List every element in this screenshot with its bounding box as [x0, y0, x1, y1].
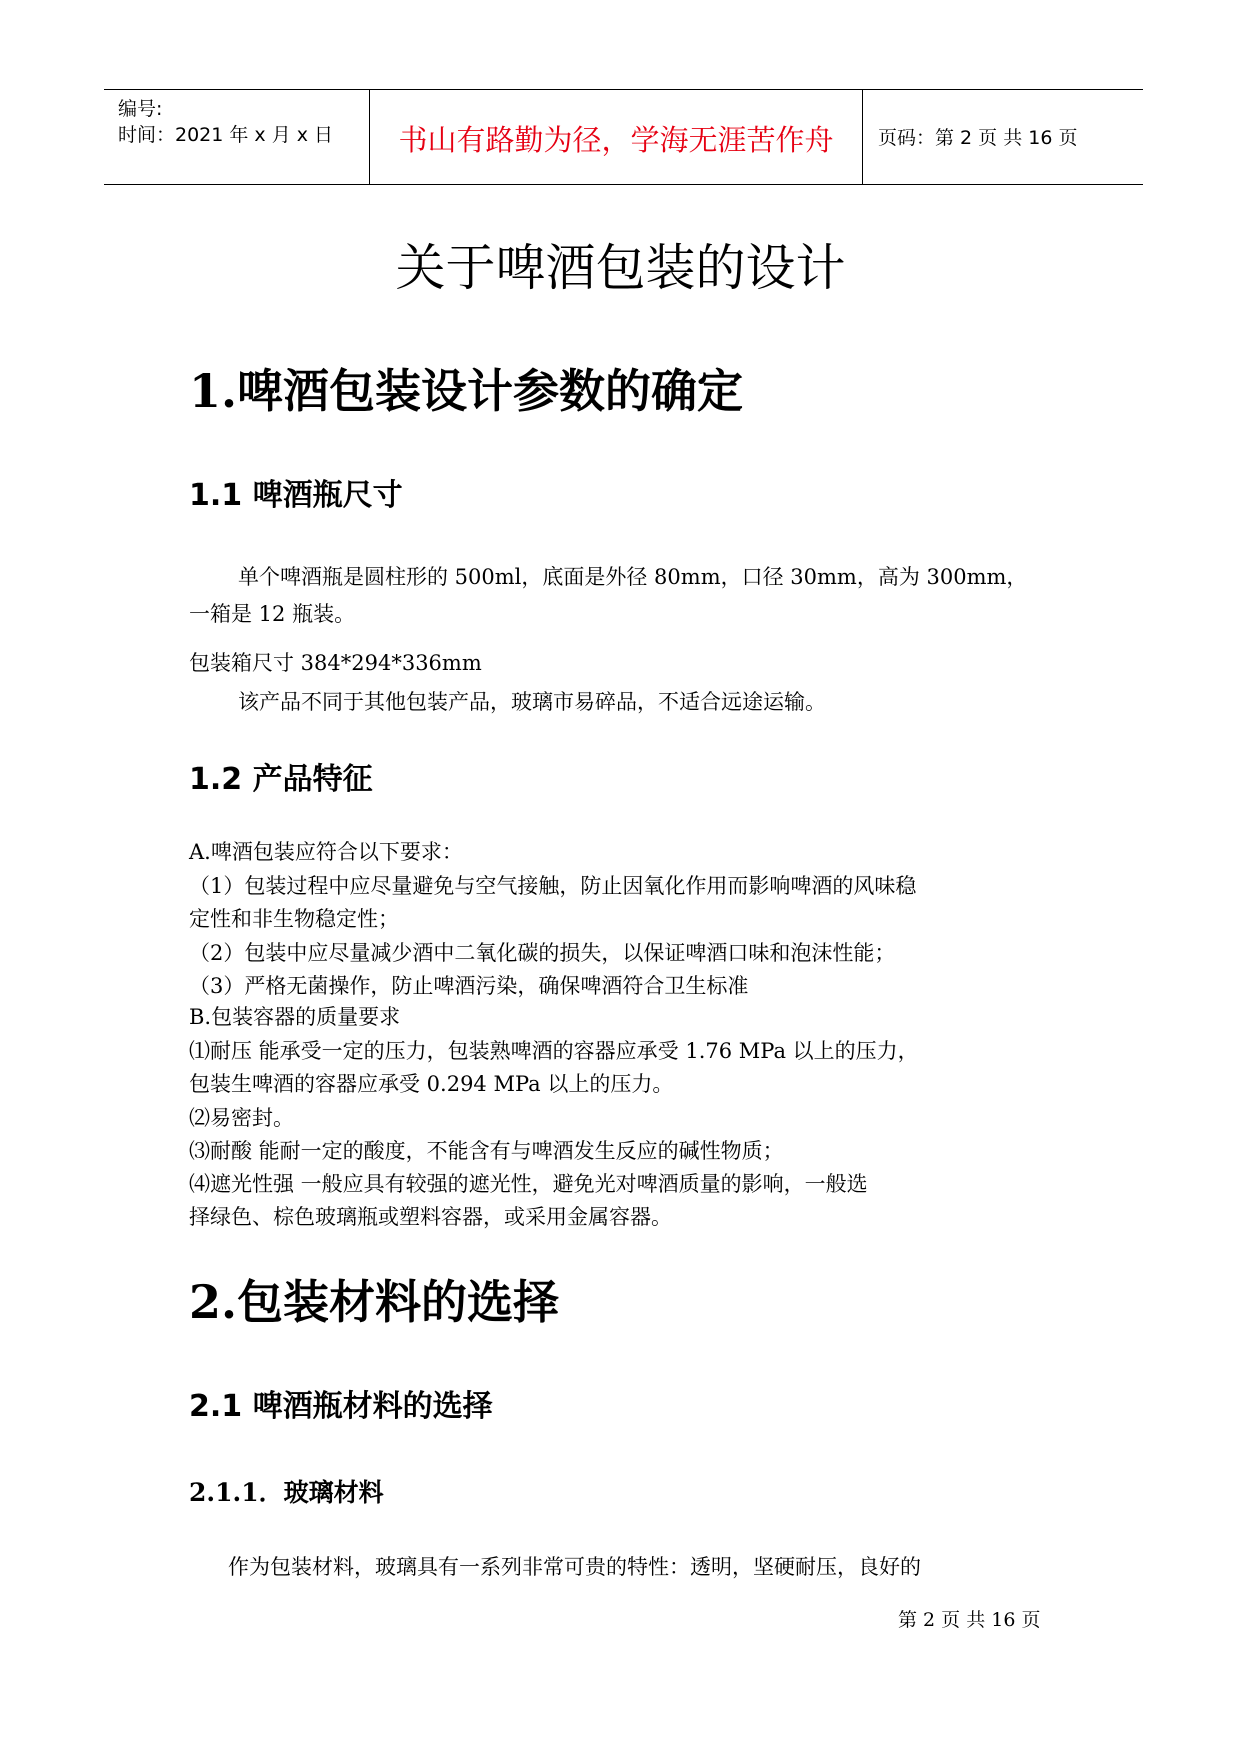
paragraph-line: 一箱是 12 瓶装。	[189, 602, 356, 626]
paragraph-line: ⑷遮光性强 一般应具有较强的遮光性，避免光对啤酒质量的影响，一般选	[189, 1172, 868, 1196]
page-header	[104, 89, 1143, 185]
paragraph-line: 包装箱尺寸 384*294*336mm	[189, 651, 482, 675]
paragraph-line: ⑵易密封。	[189, 1106, 294, 1130]
paragraph-line: （1）包装过程中应尽量避免与空气接触，防止因氧化作用而影响啤酒的风味稳	[189, 874, 917, 898]
header-page-info: 页码：第 2 页 共 16 页	[878, 127, 1078, 149]
section-1-2-heading: 1.2 产品特征	[189, 762, 373, 797]
paragraph-line: 作为包装材料，玻璃具有一系列非常可贵的特性：透明，坚硬耐压，良好的	[228, 1555, 921, 1579]
paragraph-line: 单个啤酒瓶是圆柱形的 500ml，底面是外径 80mm，口径 30mm，高为 300mm，	[238, 565, 1028, 589]
header-motto-cell	[370, 90, 863, 184]
paragraph-line: A.啤酒包装应符合以下要求：	[189, 840, 463, 864]
paragraph-line: 该产品不同于其他包装产品，玻璃市易碎品，不适合远途运输。	[238, 690, 826, 714]
section-1-heading: 1.啤酒包装设计参数的确定	[189, 364, 744, 418]
paragraph-line: B.包装容器的质量要求	[189, 1005, 401, 1029]
paragraph-line: ⑶耐酸 能耐一定的酸度，不能含有与啤酒发生反应的碱性物质；	[189, 1139, 784, 1163]
paragraph-line: 择绿色、棕色玻璃瓶或塑料容器，或采用金属容器。	[189, 1205, 672, 1229]
paragraph-line: （3）严格无菌操作，防止啤酒污染，确保啤酒符合卫生标准	[189, 974, 749, 998]
document-title: 关于啤酒包装的设计	[395, 239, 846, 297]
section-1-1-heading: 1.1 啤酒瓶尺寸	[189, 478, 403, 513]
paragraph-line: 定性和非生物稳定性；	[189, 907, 399, 931]
header-page-cell	[864, 90, 1143, 184]
section-2-heading: 2.包装材料的选择	[189, 1275, 560, 1329]
document-number-label: 编号:	[118, 98, 163, 120]
page-footer: 第 2 页 共 16 页	[898, 1609, 1041, 1631]
section-2-1-heading: 2.1 啤酒瓶材料的选择	[189, 1389, 493, 1424]
paragraph-line: （2）包装中应尽量减少酒中二氧化碳的损失，以保证啤酒口味和泡沫性能；	[189, 941, 896, 965]
paragraph-line: 包装生啤酒的容器应承受 0.294 MPa 以上的压力。	[189, 1072, 674, 1096]
header-motto: 书山有路勤为径，学海无涯苦作舟	[398, 123, 834, 157]
section-2-1-1-heading: 2.1.1．玻璃材料	[189, 1478, 384, 1507]
document-time: 时间：2021 年 x 月 x 日	[118, 124, 334, 146]
paragraph-line: ⑴耐压 能承受一定的压力，包装熟啤酒的容器应承受 1.76 MPa 以上的压力，	[189, 1039, 919, 1063]
header-meta-cell	[104, 90, 370, 184]
